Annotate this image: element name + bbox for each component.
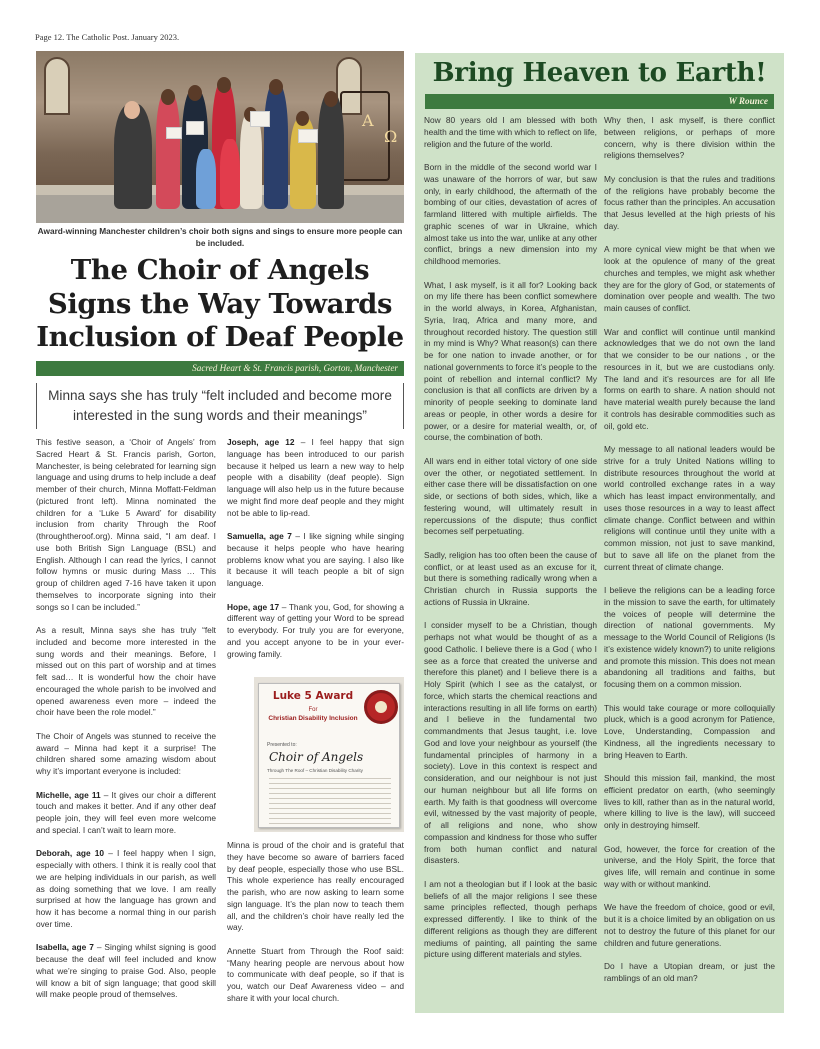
paragraph: Born in the middle of the second world war I was unaware of the horrors of war, but saw only, in early childhood, the aftermath of the bombing of our cities, devastation of acres of farmland littered with multiple airfields. The graphic scenes of war in Ukraine, which almost take us into the war, unlike at any other conflict, brings a new dimension into my childhood memories. [424, 162, 597, 266]
paragraph: I consider myself to be a Christian, though perhaps not what would be thought of as a good Catholic. I believe there is a God ( who I see as a force that created the universe and therefore this planet) and I believe there is a Holy Spirit (which I see as the catalyst, or force, which starts the chemical reactions and interactions resulting in all life forms on earth) and I believe in the fundamental two commandments that Jesus taught, i.e. love God and love your neighbour as yourself (the fundamental principles of harmony in a society). Love in this context is respect and consideration, and our neighbour is not just our human neighbour but all life forms on earth. My faith is that goodness will overcome evil, witnessed by the vast majority of people, of all religions and none, who show compassion and kindness for those who suffer from both human conflict and natural disasters. [424, 620, 597, 866]
paragraph: War and conflict will continue until mankind acknowledges that we do not own the land that we consider to be our nations , or the resources in it, but we are custodians only. The land and it’s resources are for all life forms on earth to share. A nation should not have material wealth purely because the land it controls has desirable commodities such as oil, gold etc. [604, 326, 775, 431]
award-recipient: Choir of Angels [269, 750, 364, 764]
paragraph: Now 80 years old I am blessed with both health and the time with which to reflect on life, religion and the future of the world. [424, 115, 597, 149]
article-column-2-continued [227, 840, 404, 1016]
paragraph: Minna is proud of the choir and is grateful that they have become so aware of barriers faced by deaf people, especially those who use BSL. This whole experience has really encouraged the parish, who are now asking to learn some sign language. It’s the plan now to teach them all, and the children’s choir have really led the way. [227, 840, 404, 933]
photo-caption: Award-winning Manchester children’s choir both signs and sings to ensure more people can be included. [37, 226, 403, 248]
quote-isabella: Isabella, age 7 – Singing whilst signing is good because the deaf will feel included and know what we’re singing to praise God. Also, people will know a bit of sign language; that good skill will make people proud of themselves. [36, 942, 216, 1000]
sidebar-column-1 [424, 115, 597, 973]
paragraph: What, I ask myself, is it all for? Looking back on my life there has been conflict somewhere in the world always, in Korea, Afghanistan, Syria, Iraq, Africa and many more, and throughout recorded history. The question still in my mind is Why? What reason(s) can there be for one nation to invade another, or for national governments to force it’s people to the point of rebellion and internal conflict? My conclusion is that all conflicts are driven by a minority of people seeking to dominate land areas or people, in other words a desire for power, or a desire for material wealth, or, of course, the combination of both. [424, 279, 597, 443]
pull-quote: Minna says she has truly “felt included and become more interested in the sung words and their meanings” [36, 383, 404, 429]
award-presented-label: Presented to: [267, 742, 297, 748]
article-column-1 [36, 437, 216, 1013]
paragraph: My message to all national leaders would be strive for a truly United Nations willing to distribute resources throughout the world at world controlled exchange rates in a way which has least impact environmentally, and uses those resources in a way to least affect climate change. Conflict between and within religions will continue until they unite with a common mission, not just to save mankind, but to save all life on the planet from the current threat of climate change. [604, 444, 775, 572]
quote-michelle: Michelle, age 11 – It gives our choir a different touch and makes it better. And if any other deaf people join, they will feel even more welcome and special. I can’t wait to learn more. [36, 789, 217, 835]
paragraph: All wars end in either total victory of one side over the other, or negotiated settlement. In either case there will be dissatisfaction on one side, or sections of both sides, which, like a festering wound, will ultimately result in repercussions of the dispute; thus conflict becomes self perpetuating. [424, 455, 597, 537]
article-headline: The Choir of Angels Signs the Way Towards Inclusion of Deaf People [36, 254, 404, 353]
article-column-2 [227, 437, 404, 672]
award-for: For [308, 707, 318, 713]
paragraph: Do I have a Utopian dream, or just the ramblings of an old man? [604, 961, 775, 983]
quote-hope: Hope, age 17 – Thank you, God, for showing a different way of getting your Word to be spread to everybody. For truly you are for everyone, and you accept anyone to be in your ever-growing family. [227, 601, 404, 659]
choir-photo: A Ω [36, 51, 404, 223]
paragraph: We have the freedom of choice, good or evil, but it is a choice limited by an obligation on us not to destroy the future of this planet for our children and future generations. [604, 902, 775, 948]
award-certificate-photo [254, 677, 404, 832]
paragraph: I believe the religions can be a leading force in the mission to save the earth, for ultimately the voices of people will determine the direction of national governments. My message to the World Council of Religions (Is it’s existence widely known?) to unite religions and promote this mission. This does not mean abandoning all traditions and faiths, but focusing them on a common mission. [604, 585, 775, 689]
paragraph: This would take courage or more colloquially pluck, which is a good acronym for Patience, Love, Understanding, Compassion and Kindness, all the ingredients necessary to bring Heaven to Earth. [604, 702, 775, 760]
page-folio: Page 12. The Catholic Post. January 2023. [35, 32, 180, 42]
paragraph: A more cynical view might be that when we look at the opulence of many of the great churches and temples, we might ask whether they are for the glory of God, or statements of domination over people and wealth. The two main causes of conflict. [604, 244, 775, 313]
paragraph: My conclusion is that the rules and traditions of the religions have probably become the focus rather than the principles. An accusation that Jesus levelled at the high priests of his day. [604, 173, 775, 231]
paragraph: Sadly, religion has too often been the cause of conflict, or at least used as an excuse for it, but there is something radically wrong when a Christian church in Russia supports the actions of Russia in Ukraine. [424, 549, 597, 607]
paragraph: This festive season, a ‘Choir of Angels’ from Sacred Heart & St. Francis parish, Gorton, Manchester, is being celebrated for learning sign language and using drums to help include a deaf member of their church, Minna Moffatt-Feldman (pictured front left). Minna nominated the children for a ‘Luke 5 Award’ for disability inclusion from charity Through the Roof (throughtheroof.org). Minna said, “I am deaf. I use both British Sign Language (BSL) and English. Although I can read the lyrics, I cannot follow hymns or music during Mass … This group of children aged 7-16 have taken it upon themselves to incorporate signing into their songs so I can be included.” [36, 437, 216, 612]
paragraph: Should this mission fail, mankind, the most efficient predator on earth, (who seemingly lives to kill, rather than as in the natural world, where killing to live is the law), will succeed only in destroying himself. [604, 773, 775, 830]
sidebar-column-2 [604, 115, 775, 996]
award-title: Luke 5 Award [272, 690, 354, 702]
paragraph: Why then, I ask myself, is there conflict between religions, or perhaps of more concern, why is there division within the religions themselves? [604, 115, 775, 161]
certificate-text-lines [269, 778, 391, 828]
paragraph: Annette Stuart from Through the Roof said: “Many hearing people are nervous about how to communicate with deaf people, so if that is you, watch our Deaf Awareness video – and share it with your local church. [227, 945, 404, 1003]
article-credit-bar: Sacred Heart & St. Francis parish, Gorton, Manchester [36, 361, 404, 376]
quote-samuella: Samuella, age 7 – I like signing while singing because it helps people who have hearing problems know what you are saying. I also like it because it will teach people a bit of sign language. [227, 531, 404, 588]
quote-joseph: Joseph, age 12 – I feel happy that sign language has been introduced to our parish because it helped us learn a new way to help people with a disability (deaf people). Sign language will also help us in the future because we might find more deaf people and they might not be able to lip-read. [227, 437, 404, 518]
award-category: Christian Disability Inclusion [268, 715, 358, 722]
sidebar-author-bar: W Rounce [425, 94, 774, 109]
paragraph: God, however, the force for creation of the universe, and the Holy Spirit, the force that gives life, will remain and continue in some way with or without mankind. [604, 843, 775, 889]
paragraph: The Choir of Angels was stunned to receive the award – Minna had kept it a surprise! The children shared some amazing wisdom about why it’s important everyone is included: [36, 730, 216, 776]
charity-seal-icon [364, 690, 398, 724]
paragraph: As a result, Minna says she has truly “felt included and become more interested in the sung words and their meanings. Before, I missed out on this part of worship and at times felt sad… It is wonderful how the choir have encouraged the whole parish to be involved and opened awareness even more – indeed the choir have been the role model.” [36, 625, 216, 718]
quote-deborah: Deborah, age 10 – I feel happy when I sign, especially with others. I think it is really cool that we are helping individuals in our parish, as well as doing something that we love. I am really surprised at how the language has grown and how it has become a normal thing in our parish over time. [36, 848, 216, 929]
award-issuer: Through The Roof – Christian Disability Charity [267, 768, 363, 773]
paragraph: I am not a theologian but if I look at the basic beliefs of all the major religions I see these same principles reflected, though perhaps expressed differently. I like to think of the different religions as though they are different mediums of painting, all painting the same picture using different materials and styles. [424, 878, 597, 960]
sidebar-title: Bring Heaven to Earth! [432, 58, 767, 88]
